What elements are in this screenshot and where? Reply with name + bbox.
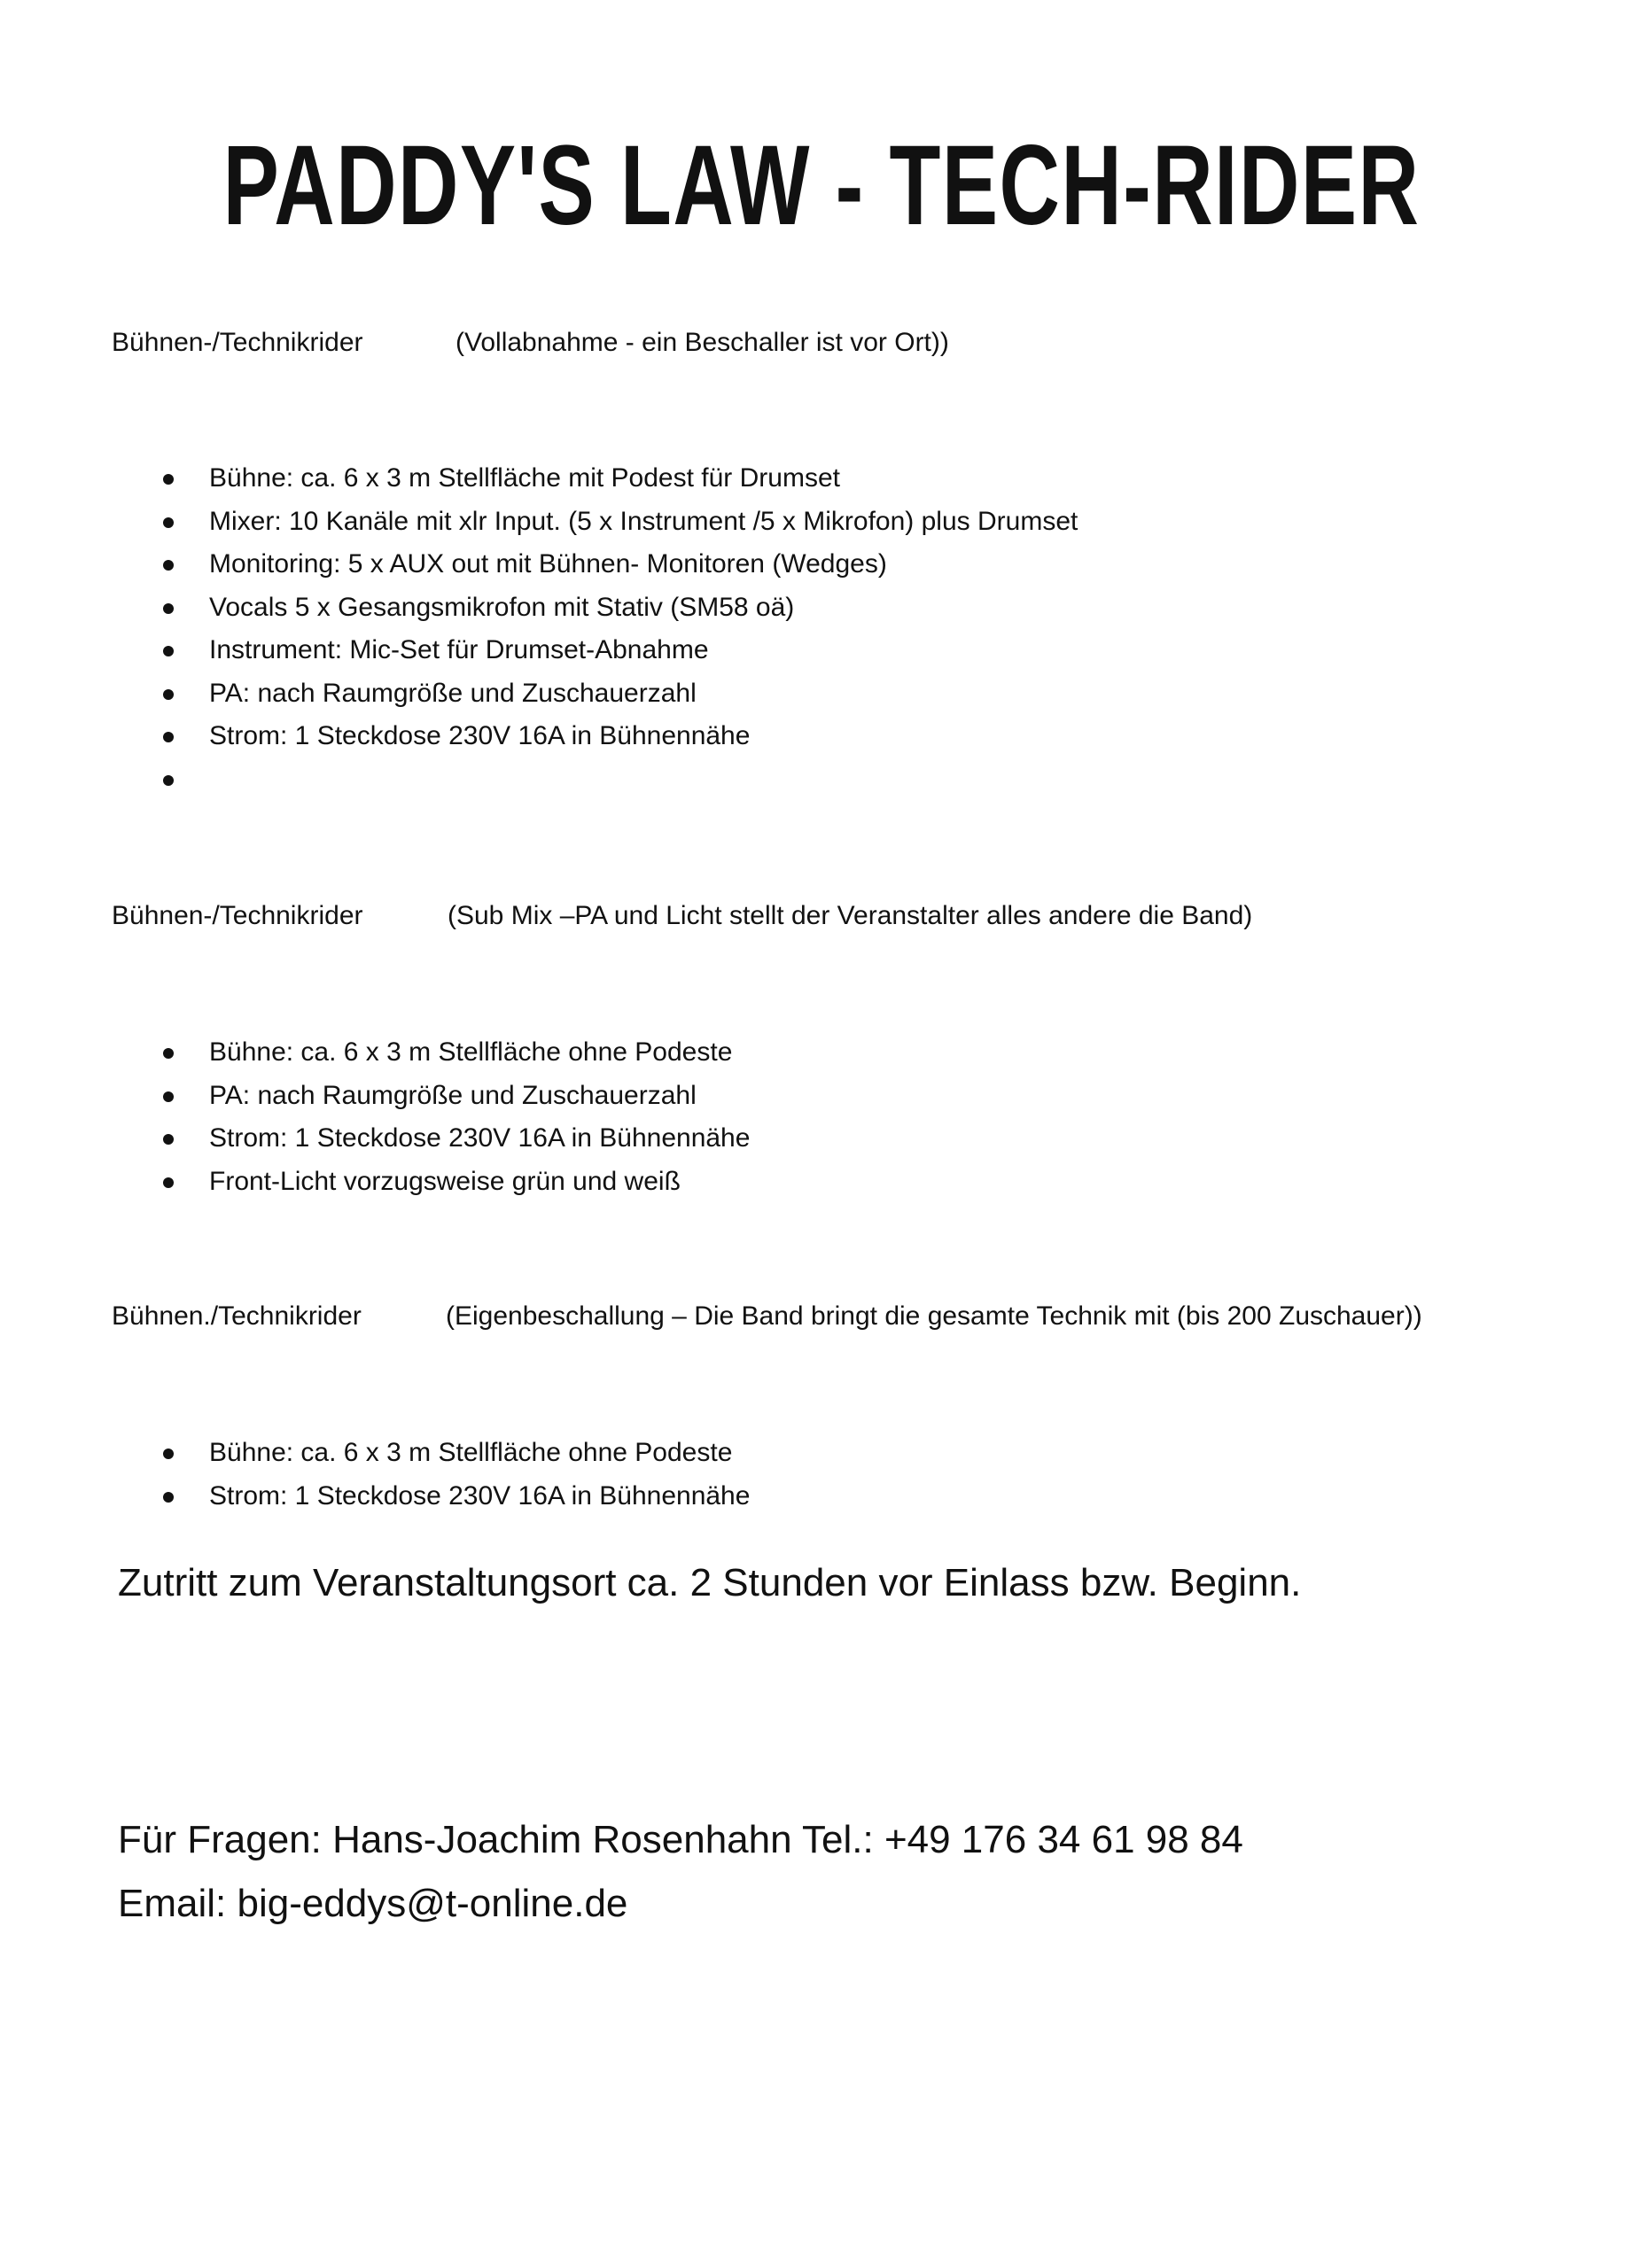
bullet-icon xyxy=(163,560,174,571)
section-heading-1 xyxy=(112,327,949,359)
section-note: (Eigenbeschallung – Die Band bringt die gesamte Technik mit (bis 200 Zuschauer)) xyxy=(446,1301,1422,1331)
contact-questions: Für Fragen: Hans-Joachim Rosenhahn Tel.: +49 176 34 61 98 84 xyxy=(118,1818,1243,1861)
bullet-list-2 xyxy=(0,1031,750,1203)
section-heading-3 xyxy=(112,1301,1422,1332)
list-item: Monitoring: 5 x AUX out mit Bühnen- Monitoren (Wedges) xyxy=(0,543,1078,586)
list-item: Strom: 1 Steckdose 230V 16A in Bühnennähe xyxy=(0,1475,750,1518)
list-item: Instrument: Mic-Set für Drumset-Abnahme xyxy=(0,629,1078,672)
list-item: Bühne: ca. 6 x 3 m Stellfläche mit Podest für Drumset xyxy=(0,457,1078,501)
bullet-list-1 xyxy=(0,457,1078,801)
bullet-list-3 xyxy=(0,1432,750,1518)
section-label: Bühnen./Technikrider xyxy=(112,1301,362,1331)
list-item: Bühne: ca. 6 x 3 m Stellfläche ohne Podeste xyxy=(0,1031,750,1075)
list-item: Bühne: ca. 6 x 3 m Stellfläche ohne Podeste xyxy=(0,1432,750,1475)
bullet-icon xyxy=(163,1048,174,1059)
bullet-icon xyxy=(163,474,174,485)
list-item: PA: nach Raumgröße und Zuschauerzahl xyxy=(0,1075,750,1118)
bullet-icon xyxy=(163,732,174,742)
page-title: PADDY'S LAW - TECH-RIDER xyxy=(222,122,1421,249)
list-item: Front-Licht vorzugsweise grün und weiß xyxy=(0,1161,750,1204)
bullet-icon xyxy=(163,517,174,528)
contact-email: Email: big-eddys@t-online.de xyxy=(118,1882,628,1925)
section-note: (Vollabnahme - ein Beschaller ist vor Ort)) xyxy=(456,328,949,357)
list-item: Strom: 1 Steckdose 230V 16A in Bühnennähe xyxy=(0,715,1078,758)
section-note: (Sub Mix –PA und Licht stellt der Veranstalter alles andere die Band) xyxy=(448,901,1253,930)
section-label: Bühnen-/Technikrider xyxy=(112,328,363,357)
bullet-icon xyxy=(163,1449,174,1459)
bullet-icon xyxy=(163,1134,174,1145)
access-note: Zutritt zum Veranstaltungsort ca. 2 Stunden vor Einlass bzw. Beginn. xyxy=(118,1561,1302,1604)
bullet-icon xyxy=(163,775,174,786)
bullet-icon xyxy=(163,603,174,614)
list-item: Strom: 1 Steckdose 230V 16A in Bühnennähe xyxy=(0,1117,750,1161)
bullet-icon xyxy=(163,1177,174,1188)
bullet-icon xyxy=(163,689,174,700)
bullet-icon xyxy=(163,646,174,656)
bullet-icon xyxy=(163,1492,174,1503)
list-item: Mixer: 10 Kanäle mit xlr Input. (5 x Instrument /5 x Mikrofon) plus Drumset xyxy=(0,501,1078,544)
list-item xyxy=(0,758,1078,802)
section-label: Bühnen-/Technikrider xyxy=(112,901,363,930)
list-item: PA: nach Raumgröße und Zuschauerzahl xyxy=(0,672,1078,716)
list-item: Vocals 5 x Gesangsmikrofon mit Stativ (SM58 oä) xyxy=(0,586,1078,630)
bullet-icon xyxy=(163,1091,174,1102)
section-heading-2 xyxy=(112,900,1253,932)
